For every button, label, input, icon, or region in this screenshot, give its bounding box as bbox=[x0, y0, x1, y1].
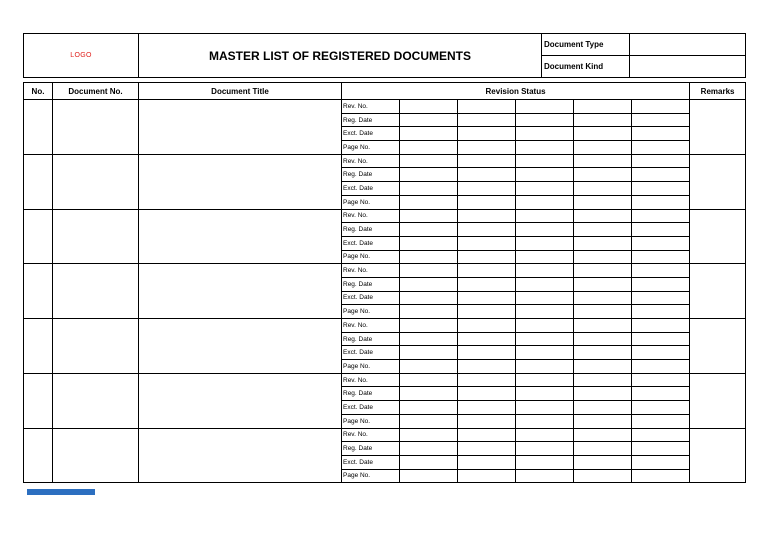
revision-cell[interactable] bbox=[400, 373, 458, 387]
revision-cell[interactable] bbox=[458, 319, 516, 333]
no-cell[interactable] bbox=[24, 264, 53, 319]
revision-cell[interactable] bbox=[516, 127, 574, 141]
document-type-value-cell[interactable] bbox=[630, 34, 746, 56]
revision-cell[interactable] bbox=[400, 250, 458, 264]
revision-cell[interactable] bbox=[574, 154, 632, 168]
revision-cell[interactable] bbox=[458, 469, 516, 483]
revision-cell[interactable] bbox=[458, 209, 516, 223]
revision-cell[interactable] bbox=[632, 387, 690, 401]
revision-cell[interactable] bbox=[516, 401, 574, 415]
revision-cell[interactable] bbox=[516, 277, 574, 291]
revision-cell[interactable] bbox=[458, 455, 516, 469]
revision-cell[interactable] bbox=[632, 442, 690, 456]
revision-cell[interactable] bbox=[516, 250, 574, 264]
register-table bbox=[23, 82, 746, 483]
revision-row-label: Page No. bbox=[342, 305, 400, 319]
document-title-cell[interactable] bbox=[139, 100, 342, 155]
revision-cell[interactable] bbox=[516, 113, 574, 127]
revision-cell[interactable] bbox=[632, 168, 690, 182]
revision-cell[interactable] bbox=[400, 305, 458, 319]
document-title-heading: MASTER LIST OF REGISTERED DOCUMENTS bbox=[139, 34, 542, 78]
revision-cell[interactable] bbox=[632, 401, 690, 415]
revision-row-label: Rev. No. bbox=[342, 428, 400, 442]
revision-cell[interactable] bbox=[516, 291, 574, 305]
revision-cell[interactable] bbox=[574, 127, 632, 141]
revision-cell[interactable] bbox=[632, 305, 690, 319]
revision-row-label: Rev. No. bbox=[342, 264, 400, 278]
revision-cell[interactable] bbox=[516, 414, 574, 428]
revision-cell[interactable] bbox=[632, 100, 690, 114]
no-cell[interactable] bbox=[24, 319, 53, 374]
revision-cell[interactable] bbox=[632, 346, 690, 360]
column-header-revision-status: Revision Status bbox=[342, 83, 690, 100]
revision-cell[interactable] bbox=[632, 277, 690, 291]
revision-cell[interactable] bbox=[400, 154, 458, 168]
revision-cell[interactable] bbox=[400, 319, 458, 333]
revision-cell[interactable] bbox=[574, 319, 632, 333]
table-row bbox=[24, 154, 746, 168]
revision-cell[interactable] bbox=[574, 264, 632, 278]
revision-cell[interactable] bbox=[632, 319, 690, 333]
revision-row-label: Rev. No. bbox=[342, 154, 400, 168]
revision-cell[interactable] bbox=[516, 141, 574, 155]
document-title-cell[interactable] bbox=[139, 264, 342, 319]
table-row bbox=[24, 100, 746, 114]
revision-cell[interactable] bbox=[400, 182, 458, 196]
table-row bbox=[24, 264, 746, 278]
table-row bbox=[24, 319, 746, 333]
revision-cell[interactable] bbox=[400, 401, 458, 415]
revision-cell[interactable] bbox=[400, 141, 458, 155]
revision-row-label: Reg. Date bbox=[342, 223, 400, 237]
document-no-cell[interactable] bbox=[53, 428, 139, 483]
table-row bbox=[24, 428, 746, 442]
document-type-label: Document Type bbox=[542, 34, 630, 56]
revision-cell[interactable] bbox=[458, 236, 516, 250]
revision-cell[interactable] bbox=[458, 223, 516, 237]
revision-cell[interactable] bbox=[458, 332, 516, 346]
remarks-cell[interactable] bbox=[690, 373, 746, 428]
revision-cell[interactable] bbox=[632, 291, 690, 305]
revision-row-label: Reg. Date bbox=[342, 387, 400, 401]
revision-cell[interactable] bbox=[632, 195, 690, 209]
document-no-cell[interactable] bbox=[53, 373, 139, 428]
revision-cell[interactable] bbox=[632, 373, 690, 387]
revision-cell[interactable] bbox=[574, 277, 632, 291]
revision-row-label: Page No. bbox=[342, 141, 400, 155]
document-title-cell[interactable] bbox=[139, 373, 342, 428]
revision-cell[interactable] bbox=[458, 168, 516, 182]
revision-row-label: Page No. bbox=[342, 414, 400, 428]
revision-cell[interactable] bbox=[400, 469, 458, 483]
revision-cell[interactable] bbox=[458, 250, 516, 264]
revision-cell[interactable] bbox=[516, 264, 574, 278]
revision-cell[interactable] bbox=[574, 332, 632, 346]
revision-cell[interactable] bbox=[516, 387, 574, 401]
revision-row-label: Reg. Date bbox=[342, 332, 400, 346]
revision-row-label: Reg. Date bbox=[342, 113, 400, 127]
revision-cell[interactable] bbox=[574, 442, 632, 456]
logo: LOGO bbox=[24, 34, 139, 78]
revision-cell[interactable] bbox=[574, 373, 632, 387]
revision-cell[interactable] bbox=[400, 277, 458, 291]
revision-cell[interactable] bbox=[458, 360, 516, 374]
revision-cell[interactable] bbox=[516, 305, 574, 319]
column-header-document-title: Document Title bbox=[139, 83, 342, 100]
revision-cell[interactable] bbox=[458, 277, 516, 291]
no-cell[interactable] bbox=[24, 428, 53, 483]
revision-row-label: Exct. Date bbox=[342, 401, 400, 415]
revision-cell[interactable] bbox=[632, 414, 690, 428]
revision-cell[interactable] bbox=[516, 236, 574, 250]
revision-row-label: Exct. Date bbox=[342, 236, 400, 250]
document-no-cell[interactable] bbox=[53, 319, 139, 374]
remarks-cell[interactable] bbox=[690, 319, 746, 374]
revision-row-label: Rev. No. bbox=[342, 209, 400, 223]
document-no-cell[interactable] bbox=[53, 209, 139, 264]
document-title-cell[interactable] bbox=[139, 319, 342, 374]
revision-cell[interactable] bbox=[516, 154, 574, 168]
no-cell[interactable] bbox=[24, 154, 53, 209]
revision-cell[interactable] bbox=[458, 442, 516, 456]
remarks-cell[interactable] bbox=[690, 100, 746, 155]
revision-cell[interactable] bbox=[574, 100, 632, 114]
revision-cell[interactable] bbox=[574, 209, 632, 223]
revision-cell[interactable] bbox=[458, 141, 516, 155]
revision-row-label: Exct. Date bbox=[342, 346, 400, 360]
revision-cell[interactable] bbox=[516, 360, 574, 374]
document-no-cell[interactable] bbox=[53, 264, 139, 319]
revision-cell[interactable] bbox=[458, 127, 516, 141]
document-no-cell[interactable] bbox=[53, 154, 139, 209]
no-cell[interactable] bbox=[24, 100, 53, 155]
revision-cell[interactable] bbox=[400, 209, 458, 223]
revision-cell[interactable] bbox=[574, 291, 632, 305]
column-header-remarks: Remarks bbox=[690, 83, 746, 100]
remarks-cell[interactable] bbox=[690, 209, 746, 264]
revision-cell[interactable] bbox=[574, 141, 632, 155]
revision-cell[interactable] bbox=[632, 154, 690, 168]
revision-cell[interactable] bbox=[400, 387, 458, 401]
revision-cell[interactable] bbox=[458, 428, 516, 442]
revision-row-label: Page No. bbox=[342, 250, 400, 264]
revision-cell[interactable] bbox=[400, 127, 458, 141]
header-table bbox=[23, 33, 746, 78]
revision-cell[interactable] bbox=[400, 291, 458, 305]
revision-cell[interactable] bbox=[632, 360, 690, 374]
revision-cell[interactable] bbox=[458, 291, 516, 305]
revision-cell[interactable] bbox=[458, 264, 516, 278]
revision-cell[interactable] bbox=[458, 195, 516, 209]
revision-cell[interactable] bbox=[516, 182, 574, 196]
revision-cell[interactable] bbox=[574, 346, 632, 360]
revision-cell[interactable] bbox=[632, 428, 690, 442]
revision-cell[interactable] bbox=[400, 346, 458, 360]
revision-cell[interactable] bbox=[632, 223, 690, 237]
revision-cell[interactable] bbox=[574, 469, 632, 483]
revision-row-label: Exct. Date bbox=[342, 182, 400, 196]
remarks-cell[interactable] bbox=[690, 154, 746, 209]
revision-cell[interactable] bbox=[400, 195, 458, 209]
revision-cell[interactable] bbox=[574, 113, 632, 127]
revision-cell[interactable] bbox=[458, 346, 516, 360]
revision-cell[interactable] bbox=[458, 414, 516, 428]
revision-cell[interactable] bbox=[400, 100, 458, 114]
revision-cell[interactable] bbox=[574, 182, 632, 196]
document-title-cell[interactable] bbox=[139, 154, 342, 209]
revision-cell[interactable] bbox=[516, 332, 574, 346]
revision-cell[interactable] bbox=[574, 223, 632, 237]
revision-row-label: Page No. bbox=[342, 469, 400, 483]
document-kind-label: Document Kind bbox=[542, 56, 630, 78]
revision-cell[interactable] bbox=[574, 168, 632, 182]
revision-cell[interactable] bbox=[632, 469, 690, 483]
revision-cell[interactable] bbox=[516, 442, 574, 456]
revision-cell[interactable] bbox=[516, 319, 574, 333]
revision-cell[interactable] bbox=[400, 223, 458, 237]
revision-cell[interactable] bbox=[516, 469, 574, 483]
revision-row-label: Reg. Date bbox=[342, 442, 400, 456]
revision-cell[interactable] bbox=[632, 264, 690, 278]
revision-cell[interactable] bbox=[632, 250, 690, 264]
revision-cell[interactable] bbox=[632, 127, 690, 141]
column-header-document-no: Document No. bbox=[53, 83, 139, 100]
revision-cell[interactable] bbox=[574, 414, 632, 428]
revision-cell[interactable] bbox=[516, 428, 574, 442]
revision-cell[interactable] bbox=[400, 360, 458, 374]
revision-cell[interactable] bbox=[516, 209, 574, 223]
revision-cell[interactable] bbox=[516, 373, 574, 387]
revision-cell[interactable] bbox=[458, 373, 516, 387]
revision-row-label: Page No. bbox=[342, 195, 400, 209]
revision-cell[interactable] bbox=[516, 168, 574, 182]
footer-bar bbox=[27, 489, 95, 495]
no-cell[interactable] bbox=[24, 209, 53, 264]
revision-row-label: Reg. Date bbox=[342, 277, 400, 291]
remarks-cell[interactable] bbox=[690, 428, 746, 483]
revision-row-label: Page No. bbox=[342, 360, 400, 374]
document-no-cell[interactable] bbox=[53, 100, 139, 155]
revision-cell[interactable] bbox=[400, 455, 458, 469]
revision-cell[interactable] bbox=[516, 346, 574, 360]
revision-row-label: Rev. No. bbox=[342, 373, 400, 387]
revision-cell[interactable] bbox=[400, 442, 458, 456]
revision-cell[interactable] bbox=[516, 195, 574, 209]
revision-cell[interactable] bbox=[458, 100, 516, 114]
revision-row-label: Exct. Date bbox=[342, 291, 400, 305]
revision-cell[interactable] bbox=[574, 250, 632, 264]
document-kind-value-cell[interactable] bbox=[630, 56, 746, 78]
revision-cell[interactable] bbox=[632, 236, 690, 250]
revision-cell[interactable] bbox=[458, 387, 516, 401]
revision-cell[interactable] bbox=[400, 168, 458, 182]
revision-cell[interactable] bbox=[574, 195, 632, 209]
revision-cell[interactable] bbox=[574, 401, 632, 415]
revision-cell[interactable] bbox=[400, 113, 458, 127]
revision-row-label: Rev. No. bbox=[342, 100, 400, 114]
revision-cell[interactable] bbox=[574, 305, 632, 319]
revision-row-label: Reg. Date bbox=[342, 168, 400, 182]
revision-cell[interactable] bbox=[632, 209, 690, 223]
revision-cell[interactable] bbox=[632, 113, 690, 127]
revision-cell[interactable] bbox=[400, 428, 458, 442]
revision-cell[interactable] bbox=[632, 455, 690, 469]
revision-cell[interactable] bbox=[574, 236, 632, 250]
document-title-cell[interactable] bbox=[139, 209, 342, 264]
revision-cell[interactable] bbox=[400, 264, 458, 278]
revision-row-label: Rev. No. bbox=[342, 319, 400, 333]
revision-cell[interactable] bbox=[632, 141, 690, 155]
revision-row-label: Exct. Date bbox=[342, 455, 400, 469]
revision-cell[interactable] bbox=[574, 455, 632, 469]
revision-cell[interactable] bbox=[400, 414, 458, 428]
table-row bbox=[24, 373, 746, 387]
column-header-no: No. bbox=[24, 83, 53, 100]
no-cell[interactable] bbox=[24, 373, 53, 428]
revision-cell[interactable] bbox=[574, 428, 632, 442]
revision-cell[interactable] bbox=[400, 332, 458, 346]
revision-cell[interactable] bbox=[516, 100, 574, 114]
revision-cell[interactable] bbox=[632, 182, 690, 196]
revision-cell[interactable] bbox=[458, 113, 516, 127]
revision-cell[interactable] bbox=[516, 455, 574, 469]
revision-row-label: Exct. Date bbox=[342, 127, 400, 141]
revision-cell[interactable] bbox=[516, 223, 574, 237]
document-title-cell[interactable] bbox=[139, 428, 342, 483]
revision-cell[interactable] bbox=[574, 360, 632, 374]
revision-cell[interactable] bbox=[458, 401, 516, 415]
revision-cell[interactable] bbox=[458, 305, 516, 319]
revision-cell[interactable] bbox=[574, 387, 632, 401]
revision-cell[interactable] bbox=[400, 236, 458, 250]
remarks-cell[interactable] bbox=[690, 264, 746, 319]
revision-cell[interactable] bbox=[632, 332, 690, 346]
table-row bbox=[24, 209, 746, 223]
revision-cell[interactable] bbox=[458, 154, 516, 168]
revision-cell[interactable] bbox=[458, 182, 516, 196]
